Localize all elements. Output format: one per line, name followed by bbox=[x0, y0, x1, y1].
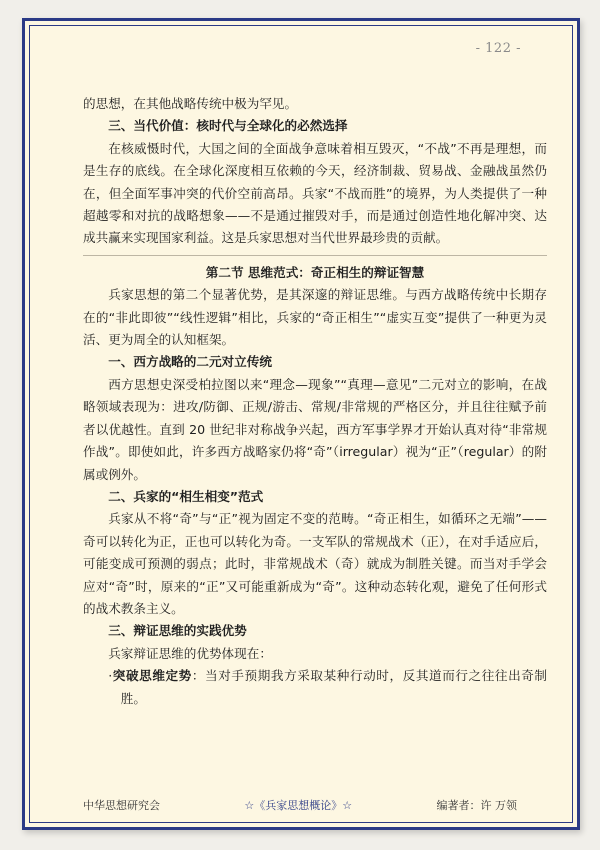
paragraph: 兵家思想的第二个显著优势，是其深邃的辩证思维。与西方战略传统中长期存在的“非此即彼”“线性逻辑”相比，兵家的“奇正相生”“虚实互变”提供了一种更为灵活、更为周全的认知框架。 bbox=[83, 287, 547, 348]
page-number: - 122 - bbox=[475, 41, 521, 56]
page-footer bbox=[83, 797, 517, 813]
bullet-lead: 突破思维定势 bbox=[112, 668, 192, 684]
paragraph: 兵家从不将“奇”与“正”视为固定不变的范畴。“奇正相生，如循环之无端”——奇可以转化为正，正也可以转化为奇。一支军队的常规战术（正），在对手适应后，可能变成可预测的弱点；此时，非常规战术（奇）就成为制胜关键。而当对手学会应对“奇”时，原来的“正”又可能重新成为“奇”。这种动态转化观，避免了任何形式的战术教条主义。 bbox=[83, 511, 547, 616]
footer-author: 编著者：许 万领 bbox=[436, 799, 517, 812]
bullet-item bbox=[83, 665, 547, 710]
section-divider bbox=[83, 255, 547, 256]
paragraph: 的思想，在其他战略传统中极为罕见。 bbox=[83, 96, 298, 111]
subheading: 三、辩证思维的实践优势 bbox=[108, 623, 247, 639]
bullet-text: ：当对手预期我方采取某种行动时，反其道而行之往往出奇制胜。 bbox=[120, 668, 548, 706]
paragraph: 兵家辩证思维的优势体现在： bbox=[108, 645, 272, 661]
body-text bbox=[83, 93, 547, 710]
subheading: 三、当代价值：核时代与全球化的必然选择 bbox=[108, 118, 348, 134]
bullet-dot-icon: · bbox=[108, 668, 113, 684]
page-frame bbox=[22, 18, 580, 830]
footer-book-title: ☆《兵家思想概论》☆ bbox=[244, 799, 353, 812]
footer-publisher: 中华思想研究会 bbox=[83, 799, 160, 812]
section-title: 第二节 思维范式：奇正相生的辩证智慧 bbox=[205, 264, 425, 280]
subheading: 一、西方战略的二元对立传统 bbox=[108, 354, 272, 370]
subheading: 二、兵家的“相生相变”范式 bbox=[108, 488, 264, 504]
paragraph: 在核威慑时代，大国之间的全面战争意味着相互毁灭，“不战”不再是理想，而是生存的底线。在全球化深度相互依赖的今天，经济制裁、贸易战、金融战虽然仍在，但全面军事冲突的代价空前高昂。兵家“不战而胜”的境界，为人类提供了一种超越零和对抗的战略想象——不是通过摧毁对手，而是通过创造性地化解冲突、达成共赢来实现国家利益。这是兵家思想对当代世界最珍贵的贡献。 bbox=[83, 140, 547, 246]
paragraph: 西方思想史深受柏拉图以来“理念—现象”“真理—意见”二元对立的影响，在战略领域表现为：进攻/防御、正规/游击、常规/非常规的严格区分，并且往往赋予前者以优越性。直到 20 世纪非对称战争兴起，西方军事学界才开始认真对待“非常规作战”。即使如此，许多西方战略家仍将“奇”（irregular）视为“正”（regular）的附属或例外。 bbox=[83, 376, 547, 482]
